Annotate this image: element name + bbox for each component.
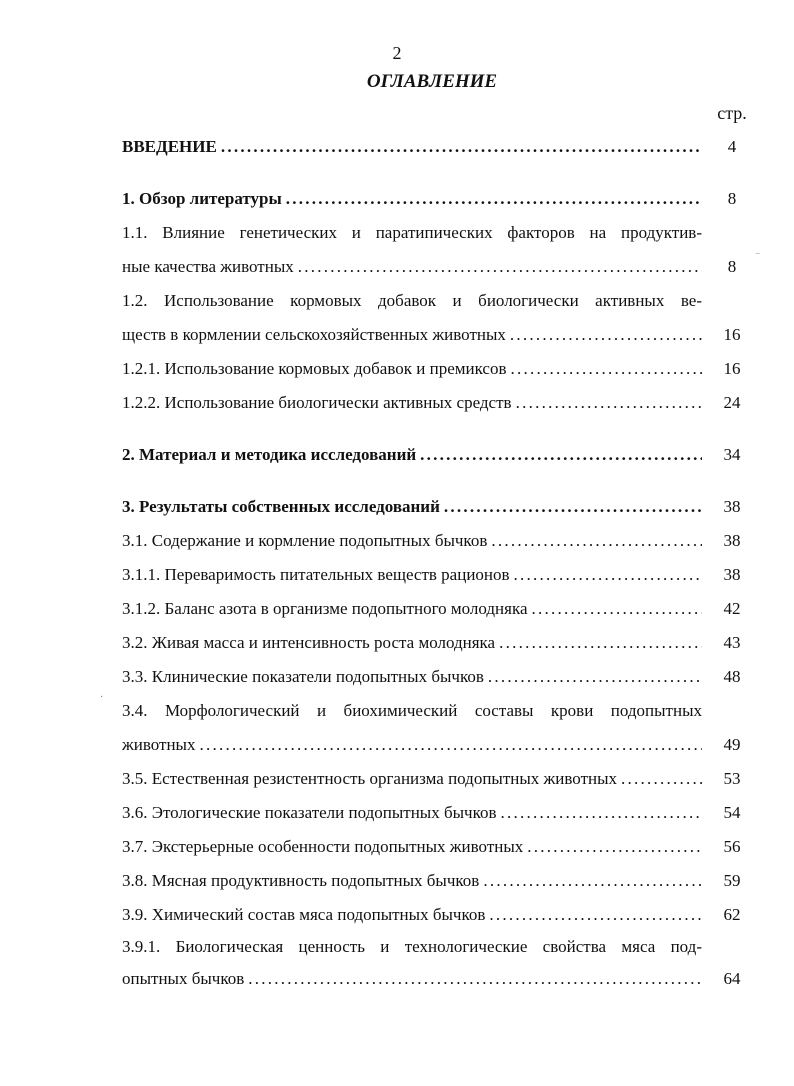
toc-page-number: 16 [723,325,741,344]
toc-page-number: 56 [723,837,741,856]
leader-dots [516,392,702,414]
leader-dots [221,136,702,158]
toc-page-number: 38 [723,497,741,516]
toc-entry-text: 1.2.2. Использование биологически активных средств [122,393,512,412]
leader-dots [489,904,702,926]
toc-entry-1-2-1[interactable] [122,358,702,380]
toc-entry-introduction[interactable] [122,136,702,158]
toc-entry-text: 3.6. Этологические показатели подопытных бычков [122,803,497,822]
toc-title: ОГЛАВЛЕНИЕ [366,71,498,92]
toc-entry-3-3[interactable] [122,666,702,688]
toc-entry-text: 3.5. Естественная резистентность организма подопытных животных [122,769,618,788]
page-number: 2 [392,43,402,63]
toc-page-number: 24 [723,393,741,412]
toc-entry-text: 1. Обзор литературы [122,189,282,208]
toc-entry-3-8[interactable] [122,870,702,892]
leader-dots [621,768,702,790]
leader-dots [483,870,702,892]
toc-entry-3-6[interactable] [122,802,702,824]
toc-entry-text: 1.2.1. Использование кормовых добавок и премиксов [122,359,507,378]
toc-entry-text: ВВЕДЕНИЕ [122,137,217,156]
toc-page-number: 8 [727,257,737,276]
toc-entry-1-2[interactable] [122,324,702,346]
toc-entry-text: ществ в кормлении сельскохозяйственных животных [122,325,506,344]
toc-page-number: 54 [723,803,741,822]
toc-entry-text: 3.2. Живая масса и интенсивность роста молодняка [122,633,496,652]
toc-page-number: 38 [723,565,741,584]
toc-page-number: 42 [723,599,741,618]
toc-entry-1-1[interactable] [122,256,702,278]
toc-entry-text: опытных бычков [122,969,245,988]
toc-page-number: 38 [723,531,741,550]
toc-entry-3-4-line-1[interactable]: 3.4. Морфологический и биохимический составы крови подопытных [122,701,702,720]
scan-mark: ‾ [756,254,760,265]
toc-page-number: 59 [723,871,741,890]
leader-dots [298,256,702,278]
toc-entry-3-9-1[interactable] [122,968,702,990]
toc-entry-text: 3. Результаты собственных исследований [122,497,440,516]
toc-entry-1-1-line-1[interactable]: 1.1. Влияние генетических и паратипических факторов на продуктив- [122,223,702,242]
leader-dots [511,358,702,380]
toc-entry-1-2-2[interactable] [122,392,702,414]
toc-page-number: 48 [723,667,741,686]
toc-entry-3-4[interactable] [122,734,702,756]
toc-page-number: 49 [723,735,741,754]
toc-page-number: 8 [727,189,737,208]
leader-dots [248,968,702,990]
toc-entry-3-1[interactable] [122,530,702,552]
toc-entry-3-9-1-line-1[interactable]: 3.9.1. Биологическая ценность и технологические свойства мяса под- [122,937,702,956]
toc-entry-text: 3.1.1. Переваримость питательных веществ рационов [122,565,510,584]
toc-page-number: 62 [723,905,741,924]
leader-dots [420,444,702,466]
toc-entry-text: 3.1. Содержание и кормление подопытных бычков [122,531,488,550]
toc-entry-3-5[interactable] [122,768,702,790]
page-column-label: стр. [717,103,747,123]
toc-page-number: 16 [723,359,741,378]
toc-page-number: 4 [727,137,737,156]
toc-entry-text: 3.1.2. Баланс азота в организме подопытного молодняка [122,599,528,618]
toc-entry-3-1-1[interactable] [122,564,702,586]
leader-dots [501,802,702,824]
toc-entry-3-2[interactable] [122,632,702,654]
leader-dots [491,530,702,552]
scan-mark: · [100,692,104,703]
leader-dots [199,734,702,756]
toc-entry-text: 3.3. Клинические показатели подопытных бычков [122,667,484,686]
toc-page-number: 64 [723,969,741,988]
toc-entry-text: 3.7. Экстерьерные особенности подопытных животных [122,837,524,856]
toc-page-number: 34 [723,445,741,464]
toc-entry-text: животных [122,735,196,754]
leader-dots [527,836,702,858]
toc-page-number: 43 [723,633,741,652]
toc-page-number: 53 [723,769,741,788]
toc-entry-text: 3.8. Мясная продуктивность подопытных бычков [122,871,480,890]
toc-entry-3-1-2[interactable] [122,598,702,620]
toc-entry-3-9[interactable] [122,904,702,926]
toc-entry-literature-review[interactable] [122,188,702,210]
leader-dots [286,188,702,210]
leader-dots [488,666,702,688]
toc-entry-results[interactable] [122,496,702,518]
leader-dots [514,564,702,586]
toc-entry-text: 3.9. Химический состав мяса подопытных бычков [122,905,486,924]
leader-dots [532,598,702,620]
toc-entry-3-7[interactable] [122,836,702,858]
toc-entry-1-2-line-1[interactable]: 1.2. Использование кормовых добавок и биологически активных ве- [122,291,702,310]
toc-entry-text: 2. Материал и методика исследований [122,445,417,464]
leader-dots [444,496,702,518]
leader-dots [510,324,702,346]
toc-entry-materials-methods[interactable] [122,444,702,466]
toc-entry-text: ные качества животных [122,257,294,276]
leader-dots [499,632,702,654]
